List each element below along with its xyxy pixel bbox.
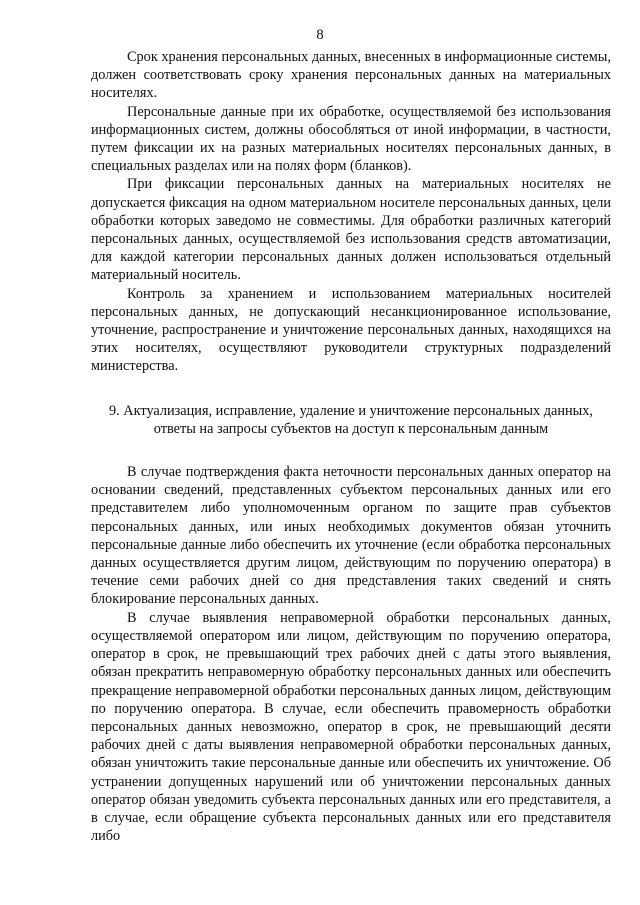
page-content bbox=[91, 48, 611, 845]
paragraph-inaccuracy: В случае подтверждения факта неточности персональных данных оператор на основании сведений, представленных субъектом персональных данных или его представителем либо уполномоченным органом по защите прав субъектов персональных данных, или иных необходимых документов обязан уточнить персональные данные либо обеспечить их уточнение (если обработка персональных данных осуществляется другим лицом, действующим по поручению оператора) в течение семи рабочих дней со дня представления таких сведений и снять блокирование персональных данных. bbox=[91, 464, 611, 608]
paragraph-storage-period: Срок хранения персональных данных, внесенных в информационные системы, должен соответствовать сроку хранения персональных данных на материальных носителях. bbox=[91, 49, 611, 102]
paragraph-fixation: При фиксации персональных данных на материальных носителях не допускается фиксация на одном материальном носителе персональных данных, цели обработки которых заведомо не совместимы. Для обработки различных категорий персональных данных, осуществляемой без использования средств автоматизации, для каждой категории персональных данных должен использоваться отдельный материальный носитель. bbox=[91, 176, 611, 284]
section-heading bbox=[91, 402, 611, 438]
section-heading-line-2: ответы на запросы субъектов на доступ к персональным данным bbox=[153, 420, 549, 437]
page-number: 8 bbox=[316, 27, 324, 43]
paragraph-unlawful-processing: В случае выявления неправомерной обработки персональных данных, осуществляемой оператором или лицом, действующим по поручению оператора, оператор в срок, не превышающий трех рабочих дней с даты этого выявления, обязан прекратить неправомерную обработку персональных данных или обеспечить прекращение неправомерной обработки персональных данных лицом, действующим по поручению оператора. В случае, если обеспечить правомерность обработки персональных данных невозможно, оператор в срок, не превышающий десяти рабочих дней с даты выявления неправомерной обработки персональных данных, обязан уничтожить такие персональные данные или обеспечить их уничтожение. Об устранении допущенных нарушений или об уничтожении персональных данных оператор обязан уведомить субъекта персональных данных или его представителя, а в случае, если обращение субъекта персональных данных или его представителя либо bbox=[91, 609, 611, 845]
paragraph-separation: Персональные данные при их обработке, осуществляемой без использования информационных систем, должны обособляться от иной информации, в частности, путем фиксации их на разных материальных носителях персональных данных, в специальных разделах или на полях форм (бланков). bbox=[91, 103, 611, 175]
section-heading-line-1: 9. Актуализация, исправление, удаление и уничтожение персональных данных, bbox=[109, 402, 593, 419]
paragraph-control: Контроль за хранением и использованием материальных носителей персональных данных, не допускающий несанкционированное использование, уточнение, распространение и уничтожение персональных данных, находящихся на этих носителях, осуществляют руководители структурных подразделений министерства. bbox=[91, 285, 611, 375]
